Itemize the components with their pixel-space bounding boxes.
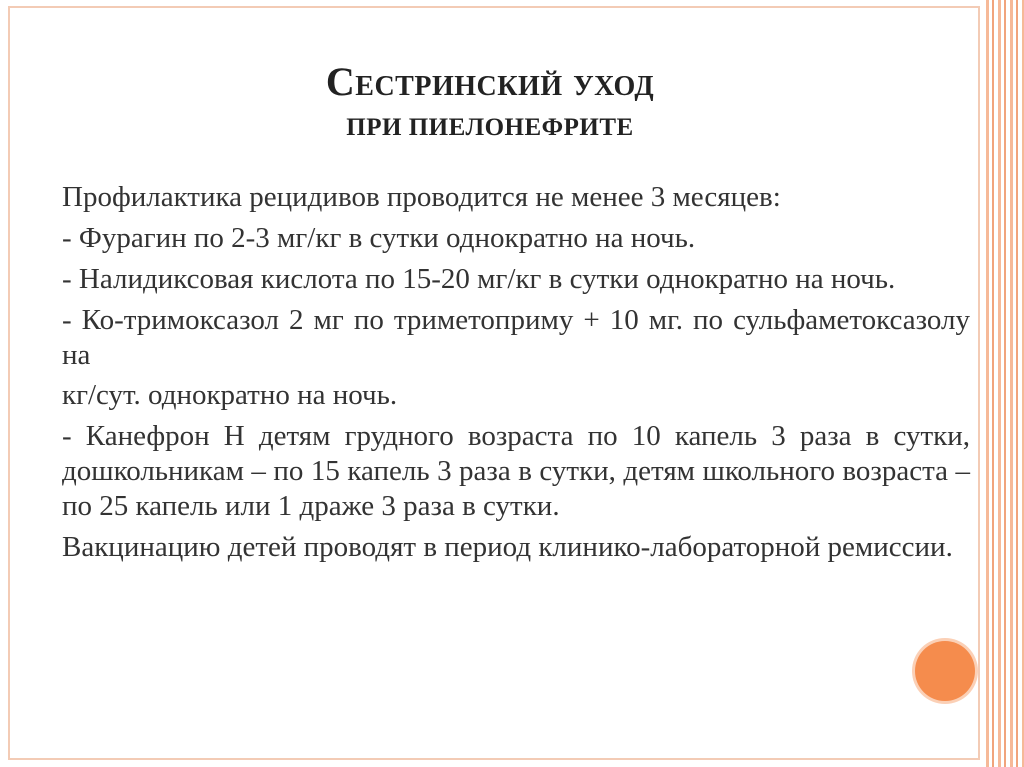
paragraph-intro: Профилактика рецидивов проводится не менее 3 месяцев: xyxy=(62,181,781,213)
slide-subtitle: ПРИ ПИЕЛОНЕФРИТЕ xyxy=(346,114,634,141)
decorative-orange-circle xyxy=(915,641,975,701)
paragraph-kanefron: - Канефрон Н детям грудного возраста по 10 капель 3 раза в сутки, дошкольникам – по 15 капель 3 раза в сутки, детям школьного возраста – по 25 капель или 1 драже 3 раза в сутки. xyxy=(62,420,970,522)
slide-body xyxy=(62,180,970,571)
paragraph-furagin: - Фурагин по 2-3 мг/кг в сутки однократно на ночь. xyxy=(62,222,696,254)
paragraph-nalidixic-acid: - Налидиксовая кислота по 15-20 мг/кг в сутки однократно на ночь. xyxy=(62,263,896,295)
paragraph-cotrimoxazole-continued: кг/сут. однократно на ночь. xyxy=(62,379,398,411)
slide-title: Сестринский уход xyxy=(325,59,655,104)
paragraph-cotrimoxazole: - Ко-тримоксазол 2 мг по триметоприму + 10 мг. по сульфаметоксазолу на xyxy=(62,304,970,371)
paragraph-vaccination: Вакцинацию детей проводят в период клинико-лабораторной ремиссии. xyxy=(62,531,953,563)
decorative-stripes xyxy=(986,0,1024,767)
